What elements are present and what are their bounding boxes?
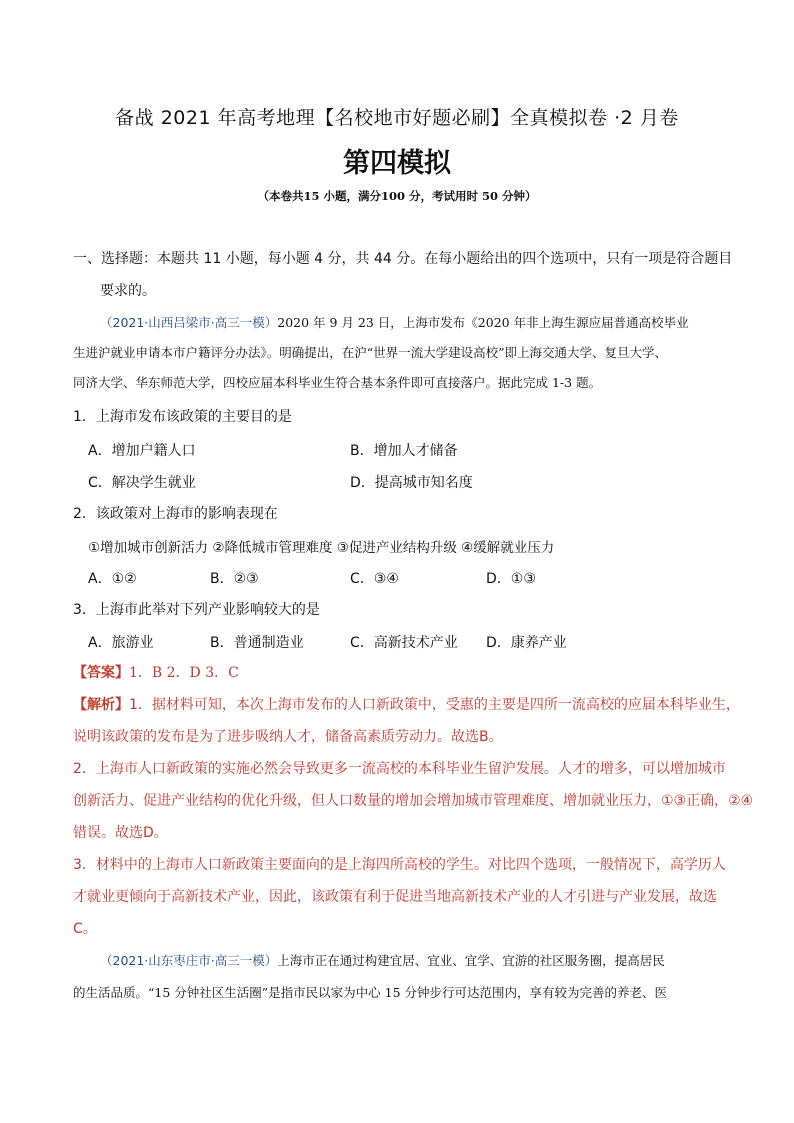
page-title: 第四模拟 — [343, 148, 451, 179]
answer-line — [73, 663, 239, 683]
analysis-line4: 创新活力、促进产业结构的优化升级，但人口数量的增加会增加城市管理难度、增加就业压力，①③正确，②④ — [73, 793, 754, 809]
question-3-option-a: A．旅游业 — [88, 635, 154, 651]
question-2-option-a: A．①② — [88, 571, 137, 587]
analysis-line1 — [73, 695, 740, 715]
analysis-label: 【解析】 — [73, 697, 129, 713]
section-instructions-line1: 一、选择题：本题共 11 小题，每小题 4 分，共 44 分。在每小题给出的四个选项中，只有一项是符合题目 — [73, 251, 733, 267]
analysis-line7: 才就业更倾向于高新技术产业，因此，该政策有利于促进当地高新技术产业的人才引进与产业发展，故选 — [73, 889, 717, 905]
material-1-line2: 生进沪就业申请本市户籍评分办法》。明确提出，在沪“世界一流大学建设高校”即上海交通大学、复旦大学、 — [73, 345, 668, 360]
analysis-line8: C。 — [73, 921, 97, 937]
question-3-stem: 3．上海市此举对下列产业影响较大的是 — [73, 602, 320, 618]
exam-header-title: 备战 2021 年高考地理【名校地市好题必刷】全真模拟卷 ·2 月卷 — [115, 107, 679, 129]
material-1-line3: 同济大学、华东师范大学，四校应届本科毕业生符合基本条件即可直接落户。据此完成 1-3 题。 — [73, 375, 602, 390]
question-1-stem: 1．上海市发布该政策的主要目的是 — [73, 409, 292, 425]
section-instructions-line2: 要求的。 — [100, 283, 156, 299]
answer-text: 1．B 2．D 3．C — [129, 665, 239, 681]
question-3-option-c: C．高新技术产业 — [350, 635, 458, 651]
analysis-line5: 错误。故选D。 — [73, 825, 168, 841]
question-2-option-d: D．①③ — [486, 571, 536, 587]
material-1-line1 — [100, 313, 689, 333]
analysis-line3: 2．上海市人口新政策的实施必然会导致更多一流高校的本科毕业生留沪发展。人才的增多，可以增加城市 — [73, 761, 726, 777]
question-1-option-c: C．解决学生就业 — [88, 475, 196, 491]
question-1-option-b: B．增加人才储备 — [350, 443, 458, 459]
question-3-option-b: B．普通制造业 — [210, 635, 304, 651]
material-text: 上海市正在通过构建宜居、宜业、宜学、宜游的社区服务圈，提高居民 — [277, 953, 665, 968]
source-tag: （2021·山西吕梁市·高三一模） — [100, 315, 278, 330]
question-1-option-a: A．增加户籍人口 — [88, 443, 196, 459]
analysis-text: 1．据材料可知，本次上海市发布的人口新政策中，受惠的主要是四所一流高校的应届本科毕业生， — [129, 697, 740, 713]
material-text: 2020 年 9 月 23 日，上海市发布《2020 年非上海生源应届普通高校毕业 — [277, 315, 689, 330]
answer-label: 【答案】 — [73, 665, 129, 681]
analysis-line6: 3．材料中的上海市人口新政策主要面向的是上海四所高校的学生。对比四个选项，一般情况下，高学历人 — [73, 857, 726, 873]
analysis-line2: 说明该政策的发布是为了进步吸纳人才，储备高素质劳动力。故选B。 — [73, 729, 503, 745]
question-2-items: ①增加城市创新活力 ②降低城市管理难度 ③促进产业结构升级 ④缓解就业压力 — [88, 540, 555, 556]
question-2-stem: 2．该政策对上海市的影响表现在 — [73, 506, 278, 522]
material-2-line2: 的生活品质。“15 分钟社区生活圈”是指市民以家为中心 15 分钟步行可达范围内，享有较为完善的养老、医 — [73, 985, 668, 1000]
material-2-line1 — [100, 951, 665, 971]
question-1-option-d: D．提高城市知名度 — [350, 475, 473, 491]
exam-note: （本卷共15 小题，满分100 分，考试用时 50 分钟） — [257, 189, 537, 203]
source-tag: （2021·山东枣庄市·高三一模） — [100, 953, 278, 968]
question-3-option-d: D．康养产业 — [486, 635, 567, 651]
question-2-option-c: C．③④ — [350, 571, 399, 587]
question-2-option-b: B．②③ — [210, 571, 259, 587]
